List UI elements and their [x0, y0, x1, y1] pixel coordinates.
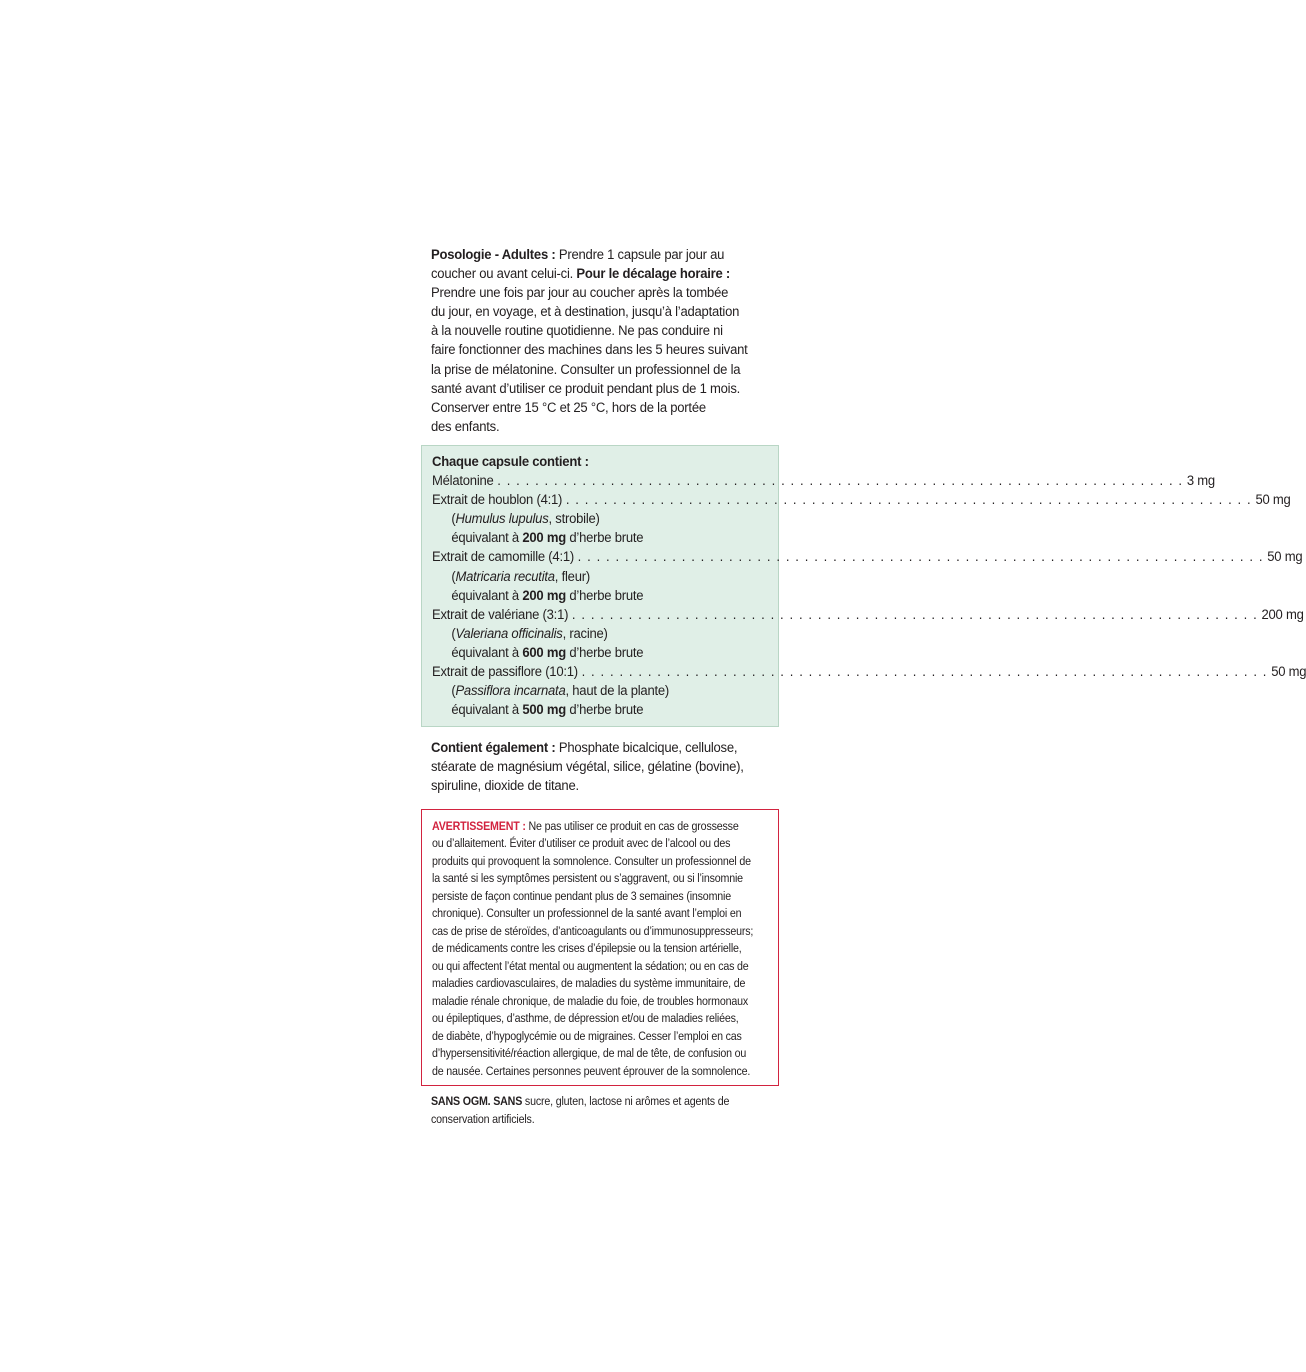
ingredient-equivalent: équivalant à 500 mg d’herbe brute	[451, 702, 644, 719]
ingredient-row: Mélatonine . . . 3 mg	[432, 472, 737, 491]
warning-text: AVERTISSEMENT : Ne pas utiliser ce produit en cas de grossesse ou d’allaitement. Éviter d’utiliser ce produit avec de l’alcool ou des produits qui provoquent la somnolence. Consulter un professionnel de la santé si les symptômes persistent ou s’aggravent, ou si l’insomnie persiste de façon continue pendant plus de 3 semaines (insomnie chronique). Consulter un professionnel de la santé avant l’emploi en cas de prise de stéroïdes, d’anticoagulants ou d’immunosuppresseurs; de médicaments contre les crises d’épilepsie ou la tension artérielle, ou qui affectent l’état mental ou augmentent la sédation; ou en cas de maladies cardiovasculaires, de maladies du système immunitaire, de maladie rénale chronique, de maladie du foie, de troubles hormonaux ou épileptiques, d’asthme, de dépression et/ou de maladies reliées, de diabète, d’hypoglycémie ou de migraines. Cesser l’emploi en cas d’hypersensitivité/réaction allergique, de mal de tête, de confusion ou de nausée. Certaines personnes peuvent éprouver de la somnolence.	[432, 818, 754, 1078]
free-from-heading: SANS OGM. SANS	[431, 1094, 523, 1109]
ingredient-source: (Passiflora incarnata, haut de la plante)	[451, 683, 670, 700]
ingredient-row: Extrait de camomille (4:1) . . . 50 mg	[432, 548, 737, 567]
jet-lag-heading: Pour le décalage horaire :	[576, 266, 731, 283]
ingredient-source: (Matricaria recutita, fleur)	[451, 568, 590, 585]
product-label	[421, 246, 1306, 1128]
warning-box	[421, 809, 779, 1087]
ingredients-box	[421, 445, 1306, 727]
non-medicinal-ingredients: Contient également : Phosphate bicalcique, cellulose, stéarate de magnésium végétal, silice, gélatine (bovine), spiruline, dioxide de titane.	[431, 740, 744, 795]
ingredient-equivalent: équivalant à 600 mg d’herbe brute	[451, 644, 644, 661]
ingredient-row: Extrait de valériane (3:1) . . . 200 mg	[432, 606, 737, 625]
ingredient-row: Extrait de houblon (4:1) . . . 50 mg	[432, 491, 737, 510]
directions-text: Posologie - Adultes : Prendre 1 capsule par jour au coucher ou avant celui-ci. Pour le décalage horaire : Prendre une fois par jour au coucher après la tombée du jour, en voyage, et à destination, jusqu’à l’adaptation à la nouvelle routine quotidienne. Ne pas conduire ni faire fonctionner des machines dans les 5 heures suivant la prise de mélatonine. Consulter un professionnel de la santé avant d’utiliser ce produit pendant plus de 1 mois. Conserver entre 15 °C et 25 °C, hors de la portée des enfants.	[431, 247, 748, 435]
ingredient-row: Extrait de passiflore (10:1) . . . 50 mg	[432, 663, 737, 682]
also-contains-heading: Contient également :	[431, 740, 556, 757]
free-from-statement: SANS OGM. SANS sucre, gluten, lactose ni arômes et agents de conservation artificiels.	[431, 1094, 730, 1126]
ingredients-title: Chaque capsule contient :	[432, 453, 589, 470]
ingredient-equivalent: équivalant à 200 mg d’herbe brute	[451, 530, 644, 547]
warning-heading: AVERTISSEMENT :	[432, 818, 526, 833]
ingredient-source: (Valeriana officinalis, racine)	[451, 625, 608, 642]
ingredient-equivalent: équivalant à 200 mg d’herbe brute	[451, 587, 644, 604]
ingredient-source: (Humulus lupulus, strobile)	[451, 511, 600, 528]
directions-heading: Posologie - Adultes :	[431, 247, 556, 263]
